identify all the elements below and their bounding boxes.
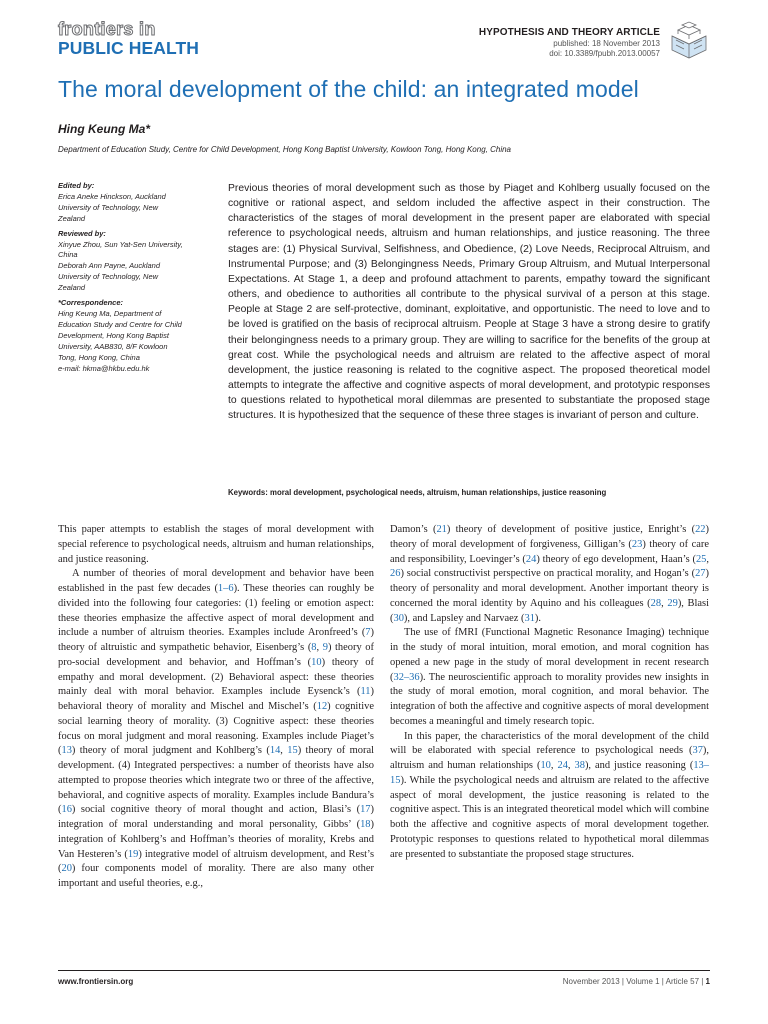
- article-info-sidebar: [58, 181, 218, 374]
- citation-link[interactable]: 22: [695, 524, 706, 535]
- citation-link[interactable]: 23: [631, 538, 643, 550]
- body-paragraph: The use of fMRI (Functional Magnetic Resonance Imaging) technique in the study of moral intuition, moral emotion, and moral cognition has opened a new page in the study of moral development in recent research (32–36). The neuroscientific approach to morality provides new insights in the study of moral emotion, moral cognition, and moral behavior. The integration of both the affective and cognitive aspects of moral development becomes a meaningful and timely research topic.: [390, 627, 709, 727]
- citation-link[interactable]: 13–15: [390, 760, 709, 786]
- article-type: HYPOTHESIS AND THEORY ARTICLE: [478, 27, 660, 38]
- citation-link[interactable]: 31: [524, 612, 535, 624]
- citation-link[interactable]: 20: [61, 863, 72, 875]
- abstract-text: Previous theories of moral development such as those by Piaget and Kohlberg usually focused on the cognitive or rational aspect, and seldom included the affective aspect in their construction. The characteristics of the stages of moral development in the present paper are elaborated with special reference to psychological needs, altruism and human relationships, and justice reasoning. The three stages are: (1) Physical Survival, Selfishness, and Obedience, (2) Love Needs, Reciprocal Altruism, and Instrumental Purpose; and (3) Belongingness Needs, Primary Group Altruism, and Mutual Interpersonal Expectations. At Stage 1, a deep and profound attachment to parents, empathy toward the significant others, and obedience to authorities all contribute to the physical survival of a person at this stage. People at Stage 2 are self-protective, dominant, exploitative, and opportunistic. The need to love and to be loved is gratified on the basis of reciprocal altruism. People at Stage 3 have a strong desire to gratify their belongingness needs to a primary group. They are willing to sacrifice for the benefits of the group at great cost. While the psychological needs and altruism are related to the affective aspect of moral development, the justice reasoning is related to the cognitive aspect. The proposed theoretical model attempts to integrate the affective and cognitive aspects of moral development, and prototypic responses to questions related to hypothetical moral dilemmas are presented to substantiate the proposed stage structures. It is hypothesized that the sequence of these three stages is invariant of person and culture.: [228, 183, 710, 422]
- reviewed-by-text: Xinyue Zhou, Sun Yat-Sen University, China Deborah Ann Payne, Auckland University of Technology, New Zealand: [58, 239, 183, 293]
- citation-link[interactable]: 8: [311, 642, 317, 653]
- citation-link[interactable]: 30: [393, 612, 404, 624]
- page-number: 1: [705, 977, 710, 986]
- citation-link[interactable]: 24: [557, 760, 568, 771]
- citation-link[interactable]: 10: [311, 656, 322, 668]
- citation-link[interactable]: 13: [61, 745, 72, 757]
- journal-logo[interactable]: [58, 20, 238, 58]
- citation-link[interactable]: 12: [316, 701, 328, 712]
- edited-by-label: Edited by:: [58, 181, 95, 190]
- citation-link[interactable]: 10: [540, 760, 551, 771]
- citation-link[interactable]: 1–6: [217, 583, 234, 594]
- citation-link[interactable]: 37: [692, 745, 703, 757]
- published-date: published: 18 November 2013: [553, 39, 660, 48]
- article-title: The moral development of the child: an integrated model: [58, 76, 639, 102]
- footer-divider: [58, 970, 710, 971]
- open-access-cube-icon: [668, 18, 710, 64]
- citation-link[interactable]: 17: [360, 804, 371, 816]
- citation-link[interactable]: 27: [695, 568, 706, 580]
- body-paragraph: Damon’s (21) theory of development of positive justice, Enright’s (22) theory of moral development of forgiveness, Gilligan’s (23) theory of care and responsibility, Loevinger’s (24) theory of ego development, Haan’s (25, 26) social constructivist perspective on practical morality, and Hogan’s (27) theory of personality and moral development. Another important theory is concerned the moral identity by Aquino and his colleagues (28, 29), Blasi (30), and Lapsley and Narvaez (31).: [390, 524, 710, 624]
- citation-link[interactable]: 24: [525, 553, 537, 565]
- body-paragraph: A number of theories of moral development and behavior have been established in the past few decades (1–6). These theories can roughly be divided into the following four categories: (1) feeling or emotion aspect: these theories emphasize the affective aspect of moral development and include a number of altruism theories. Examples include Aronfreed’s (7) theory of altruistic and sympathetic behavior, Eisenberg’s (8, 9) theory of pro-social development and behavior, and Hoffman’s (10) theory of empathy and moral development. (2) Behavioral aspect: these theories mainly deal with moral behavior. Examples include Eysenck’s (11) behavioral theory of morality and Mischel and Mischel’s (12) cognitive social learning theory of morality. (3) Cognitive aspect: these theories focus on moral judgment and moral reasoning. Examples include Piaget’s (13) theory of moral judgment and Kohlberg’s (14, 15) theory of moral development. (4) Integrated perspectives: a number of theorists have also attempted to propose theories which integrate two or three of the affective, behavioral, and cognitive aspects of morality. Examples include Bandura’s (16) social cognitive theory of moral thought and action, Blasi’s (17) integration of moral understanding and moral personality, Gibbs’ (18) integration of Kohlberg’s and Hoffman’s theories of morality, Krebs and Van Hesteren’s (19) integrative model of altruism development, and Rest’s (20) four components model of morality. There are also many other important and useful theories, e.g.,: [58, 568, 375, 889]
- doi-link[interactable]: doi: 10.3389/fpubh.2013.00057: [549, 49, 660, 58]
- author-name[interactable]: Hing Keung Ma*: [58, 122, 150, 136]
- body-column-left: [58, 523, 374, 892]
- citation-link[interactable]: 26: [390, 568, 401, 580]
- issue-text: November 2013 | Volume 1 | Article 57 |: [562, 977, 704, 986]
- body-paragraph: In this paper, the characteristics of the moral development of the child will be elaborated with special reference to psychological needs (37), altruism and human relationships (10, 24, 38), and justice reasoning (13–15). While the psychological needs and altruism are related to the affective aspect of moral development, the justice reasoning is related to the cognitive aspect. This is an integrated theoretical model which will combine both the affective and cognitive aspects of moral development together. Prototypic responses to questions related to hypothetical moral dilemmas are presented to substantiate the proposed stage structures.: [390, 730, 709, 860]
- citation-link[interactable]: 7: [365, 627, 371, 639]
- citation-link[interactable]: 29: [667, 597, 678, 609]
- logo-line-1: frontiers in: [58, 19, 156, 39]
- citation-link[interactable]: 15: [287, 745, 298, 757]
- citation-link[interactable]: 38: [574, 760, 585, 771]
- citation-link[interactable]: 19: [127, 848, 139, 860]
- logo-line-2: PUBLIC HEALTH: [58, 38, 199, 58]
- journal-website-link[interactable]: www.frontiersin.org: [58, 977, 134, 986]
- edited-by-text: Erica Aneke Hinckson, Auckland University of Technology, New Zealand: [58, 191, 166, 223]
- article-meta: [479, 27, 660, 59]
- citation-link[interactable]: 28: [650, 597, 662, 609]
- citation-link[interactable]: 9: [322, 642, 328, 653]
- citation-link[interactable]: 11: [360, 686, 371, 698]
- citation-link[interactable]: 18: [360, 819, 371, 830]
- citation-link[interactable]: 14: [269, 745, 281, 757]
- citation-link[interactable]: 32–36: [393, 671, 420, 683]
- body-paragraph: This paper attempts to establish the stages of moral development with special reference to psychological needs, altruism and human relationships, and justice reasoning.: [58, 524, 374, 565]
- citation-link[interactable]: 16: [61, 804, 72, 816]
- citation-link[interactable]: 21: [436, 524, 447, 535]
- author-affiliation: Department of Education Study, Centre for Child Development, Hong Kong Baptist University, Kowloon Tong, Hong Kong, China: [58, 145, 511, 154]
- correspondence-text: Hing Keung Ma, Department of Education Study and Centre for Child Development, Hong Kong Baptist University, AAB830, 8/F Kowloon Tong, Hong Kong, China e-mail: hkma@hkbu.edu.hk: [58, 308, 182, 373]
- body-column-right: [390, 523, 709, 862]
- footer-issue-info: [563, 977, 710, 987]
- citation-link[interactable]: 25: [695, 553, 707, 565]
- reviewed-by-label: Reviewed by:: [58, 228, 106, 238]
- keywords: Keywords: moral development, psychological needs, altruism, human relationships, justice reasoning: [228, 488, 607, 497]
- correspondence-label: *Correspondence:: [58, 298, 124, 308]
